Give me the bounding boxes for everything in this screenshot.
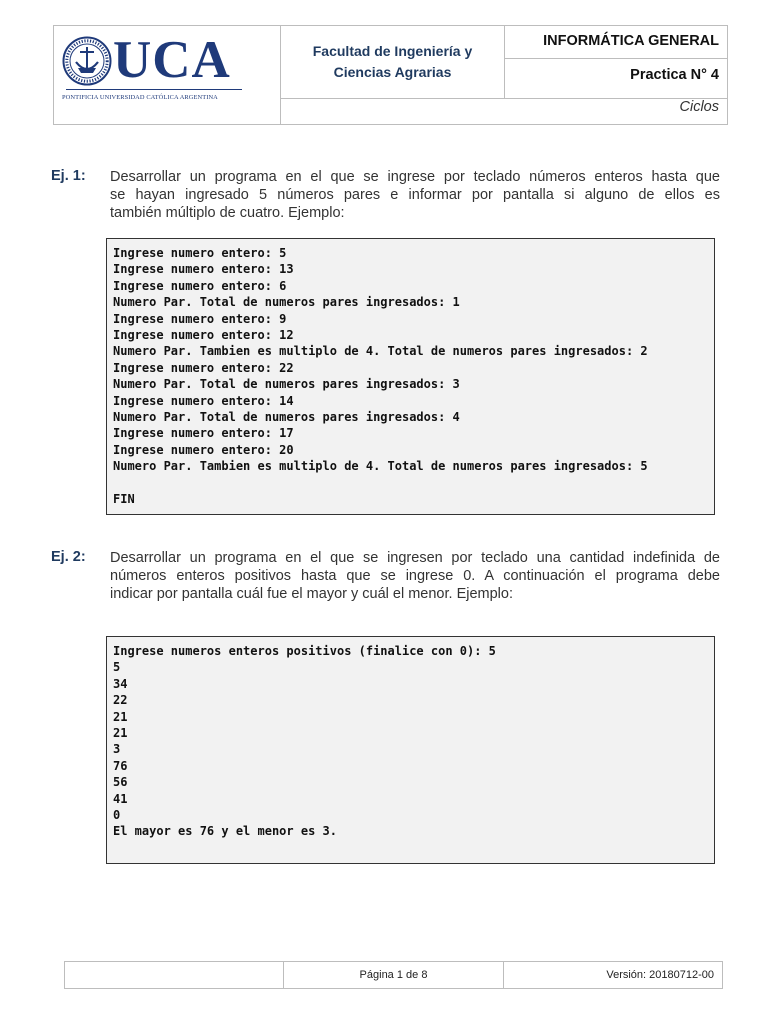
console-line: Ingrese numero entero: 22 [113,360,294,375]
console-line: Ingrese numero entero: 12 [113,327,294,342]
console-line: 22 [113,693,128,708]
statement-line: indicar por pantalla cuál fue el mayor y cuál el menor. Ejemplo: [110,586,513,602]
console-line: 21 [113,709,128,724]
document-footer [64,961,723,989]
logo-divider [66,89,242,90]
console-line: 41 [113,791,128,806]
statement-line: Desarrollar un programa en el que se ingresen por teclado una cantidad indefinida de [110,550,720,566]
statement-line: se hayan ingresado 5 números pares e informar por pantalla si alguno de ellos es [110,187,720,203]
console-line: Numero Par. Total de numeros pares ingresados: 4 [113,409,460,424]
exercise-2-console-output [106,636,715,864]
console-line: Ingrese numero entero: 13 [113,262,294,277]
console-line: Ingrese numero entero: 14 [113,393,294,408]
page-number: Página 1 de 8 [284,962,504,988]
console-line: Numero Par. Tambien es multiplo de 4. Total de numeros pares ingresados: 5 [113,459,648,474]
uca-logo [62,31,274,105]
practice-number: Practica N° 4 [505,59,727,99]
console-line: Ingrese numero entero: 17 [113,426,294,441]
footer-left-cell [65,962,284,988]
console-line: 5 [113,660,121,675]
statement-line: números enteros positivos hasta que se ingrese 0. A continuación el programa debe [110,568,720,584]
exercise-2-statement [110,549,720,603]
console-line: Ingrese numero entero: 6 [113,278,287,293]
console-line: 3 [113,742,121,757]
university-seal-icon [62,36,112,86]
console-line: Numero Par. Total de numeros pares ingresados: 3 [113,377,460,392]
console-line: Numero Par. Tambien es multiplo de 4. Total de numeros pares ingresados: 2 [113,344,648,359]
logo-subtitle: PONTIFICIA UNIVERSIDAD CATÓLICA ARGENTINA [62,94,218,101]
exercise-1-statement [110,168,720,222]
console-line: Numero Par. Total de numeros pares ingresados: 1 [113,295,460,310]
logo-wordmark: UCA [113,31,231,89]
console-line: 21 [113,725,128,740]
console-line: Ingrese numero entero: 20 [113,442,294,457]
console-line: 56 [113,775,128,790]
faculty-cell [281,26,505,99]
document-header [53,25,728,125]
console-line: Ingrese numero entero: 9 [113,311,287,326]
exercise-2-label: Ej. 2: [51,549,86,565]
statement-line: también múltiplo de cuatro. Ejemplo: [110,205,345,221]
statement-line: Desarrollar un programa en el que se ingrese por teclado números enteros hasta que [110,169,720,185]
console-line: 0 [113,807,121,822]
console-line: Ingrese numeros enteros positivos (finalice con 0): 5 [113,644,496,658]
document-version: Versión: 20180712-00 [606,969,714,981]
console-line: 34 [113,676,128,691]
console-line: 76 [113,758,128,773]
console-line: FIN [113,491,135,506]
subject-title: INFORMÁTICA GENERAL [505,26,727,59]
logo-cell [54,26,281,124]
exercise-1-label: Ej. 1: [51,168,86,184]
console-line: Ingrese numero entero: 5 [113,246,287,260]
faculty-name: Facultad de Ingeniería y Ciencias Agrarias [312,43,473,80]
practice-topic: Ciclos [679,99,719,115]
exercise-1-console-output [106,238,715,515]
console-line: El mayor es 76 y el menor es 3. [113,824,337,839]
console-line [113,474,714,490]
